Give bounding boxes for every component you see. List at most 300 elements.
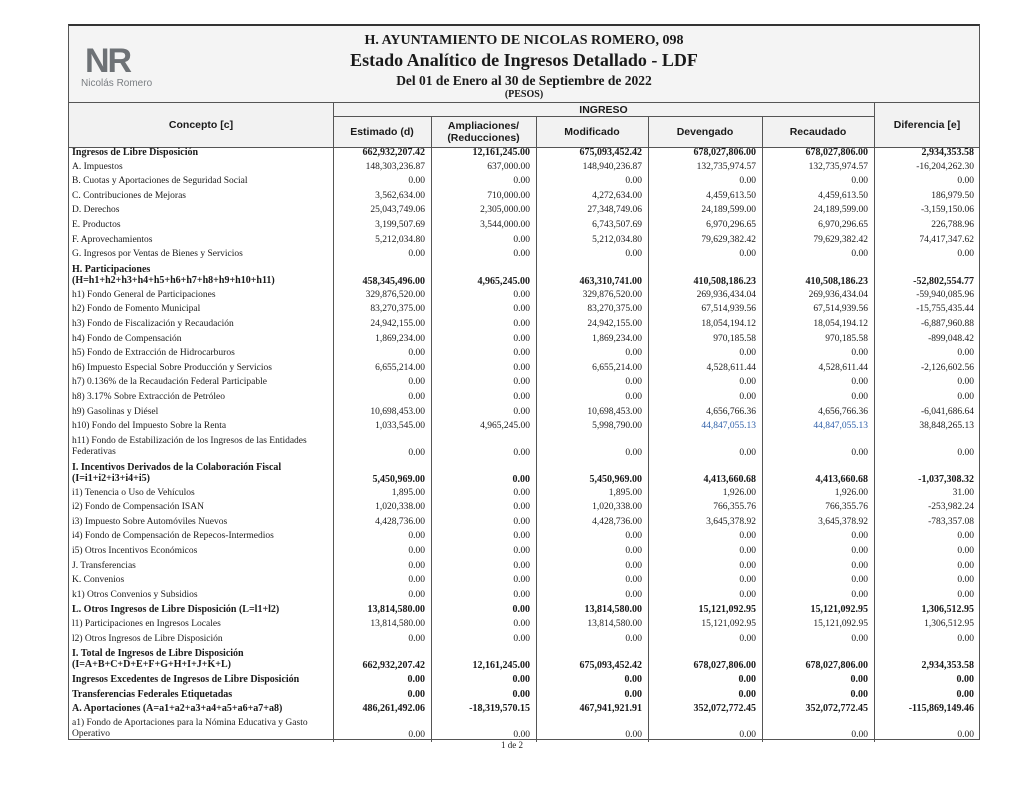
- cell-amp: -18,319,570.15: [469, 703, 530, 715]
- cell-est: 0.00: [408, 560, 425, 571]
- table-row: [69, 462, 979, 488]
- table-row: [69, 488, 979, 503]
- cell-mod: 24,942,155.00: [587, 318, 642, 329]
- cell-mod: 4,428,736.00: [592, 516, 642, 527]
- cell-mod: 467,941,921.91: [579, 703, 642, 715]
- cell-mod: 0.00: [624, 688, 642, 700]
- cell-rec: 0.00: [851, 391, 868, 402]
- row-concept: l1) Participaciones en Ingresos Locales: [72, 619, 221, 630]
- table-row: [69, 147, 979, 162]
- table-row: [69, 304, 979, 319]
- cell-mod: 6,743,507.69: [592, 219, 642, 230]
- cell-dev: 0.00: [739, 730, 756, 740]
- report-title: Estado Analítico de Ingresos Detallado - LDF: [350, 50, 698, 70]
- cell-dev: 0.00: [739, 447, 756, 458]
- cell-mod: 1,895.00: [608, 487, 642, 498]
- cell-amp: 0.00: [513, 730, 530, 740]
- cell-dev: 410,508,186.23: [693, 275, 756, 287]
- row-concept: h2) Fondo de Fomento Municipal: [72, 304, 201, 315]
- table-row: [69, 319, 979, 334]
- cell-amp: 0.00: [513, 362, 530, 373]
- cell-rec: 1,926.00: [834, 487, 868, 498]
- cell-est: 3,562,634.00: [375, 190, 425, 201]
- cell-est: 458,345,496.00: [362, 275, 425, 287]
- cell-est: 0.00: [407, 688, 425, 700]
- cell-amp: 0.00: [513, 249, 530, 260]
- cell-mod: 0.00: [625, 560, 642, 571]
- cell-dev: 24,189,599.00: [701, 205, 756, 216]
- row-concept: i2) Fondo de Compensación ISAN: [72, 502, 204, 513]
- cell-dev: 0.00: [739, 531, 756, 542]
- cell-dif: -783,357.08: [928, 516, 974, 527]
- cell-mod: 10,698,453.00: [587, 406, 642, 417]
- cell-est: 0.00: [408, 575, 425, 586]
- cell-dif: -2,126,602.56: [920, 362, 974, 373]
- cell-mod: 1,020,338.00: [592, 502, 642, 513]
- row-concept: h10) Fondo del Impuesto Sobre la Renta: [72, 421, 227, 432]
- table-row: [69, 517, 979, 532]
- cell-dif: 2,934,353.58: [921, 147, 974, 158]
- table-row: [69, 634, 979, 649]
- table-row: [69, 674, 979, 689]
- table-row: [69, 334, 979, 349]
- cell-mod: 0.00: [625, 447, 642, 458]
- row-concept: C. Contribuciones de Mejoras: [72, 190, 186, 201]
- cell-mod: 675,093,452.42: [579, 660, 642, 672]
- cell-amp: 637,000.00: [487, 161, 530, 172]
- cell-rec: 3,645,378.92: [818, 516, 868, 527]
- cell-rec: 4,413,660.68: [815, 473, 868, 485]
- cell-rec: 0.00: [851, 560, 868, 571]
- cell-amp: 0.00: [513, 348, 530, 359]
- row-concept: h5) Fondo de Extracción de Hidrocarburos: [72, 348, 235, 359]
- cell-rec: 15,121,092.95: [810, 604, 868, 616]
- cell-amp: 0.00: [513, 619, 530, 630]
- cell-amp: 710,000.00: [487, 190, 530, 201]
- cell-mod: 83,270,375.00: [587, 304, 642, 315]
- cell-dev: 0.00: [739, 575, 756, 586]
- row-concept: i1) Tenencia o Uso de Vehículos: [72, 487, 195, 498]
- cell-rec: 24,189,599.00: [813, 205, 868, 216]
- cell-dev: 44,847,055.13: [701, 421, 756, 432]
- col-diferencia: Diferencia [e]: [893, 119, 961, 131]
- cell-dev: 15,121,092.95: [701, 619, 756, 630]
- row-concept: Ingresos de Libre Disposición: [72, 147, 199, 158]
- cell-dev: 0.00: [739, 560, 756, 571]
- cell-mod: 27,348,749.06: [587, 205, 642, 216]
- cell-amp: 3,544,000.00: [480, 219, 530, 230]
- cell-mod: 0.00: [625, 589, 642, 600]
- cell-est: 0.00: [408, 348, 425, 359]
- cell-mod: 6,655,214.00: [592, 362, 642, 373]
- cell-rec: 0.00: [851, 575, 868, 586]
- cell-rec: 0.00: [851, 531, 868, 542]
- col-estimado: Estimado (d): [350, 126, 414, 138]
- cell-dif: 0.00: [957, 589, 974, 600]
- cell-est: 0.00: [408, 377, 425, 388]
- cell-dev: 678,027,806.00: [693, 660, 756, 672]
- row-concept: D. Derechos: [72, 205, 120, 216]
- cell-amp: 0.00: [513, 391, 530, 402]
- cell-amp: 0.00: [513, 546, 530, 557]
- cell-rec: 132,735,974.57: [808, 161, 868, 172]
- table-row: [69, 220, 979, 235]
- cell-amp: 0.00: [513, 633, 530, 644]
- cell-est: 4,428,736.00: [375, 516, 425, 527]
- cell-rec: 15,121,092.95: [813, 619, 868, 630]
- table-row: [69, 531, 979, 546]
- cell-dif: 0.00: [957, 560, 974, 571]
- cell-amp: 0.00: [513, 234, 530, 245]
- table-row: [69, 590, 979, 605]
- cell-dev: 678,027,806.00: [693, 147, 756, 158]
- cell-dif: 0.00: [957, 377, 974, 388]
- row-concept: h1) Fondo General de Participaciones: [72, 289, 216, 300]
- cell-dev: 0.00: [738, 674, 756, 686]
- entity-name: H. AYUNTAMIENTO DE NICOLAS ROMERO, 098: [364, 33, 684, 48]
- cell-est: 1,895.00: [391, 487, 425, 498]
- cell-dev: 0.00: [739, 589, 756, 600]
- cell-mod: 675,093,452.42: [579, 147, 642, 158]
- cell-dev: 79,629,382.42: [701, 234, 756, 245]
- cell-mod: 4,272,634.00: [592, 190, 642, 201]
- cell-mod: 0.00: [625, 391, 642, 402]
- cell-dev: 0.00: [739, 546, 756, 557]
- cell-dev: 0.00: [739, 391, 756, 402]
- col-recaudado: Recaudado: [789, 126, 847, 138]
- cell-dif: -3,159,150.06: [920, 205, 974, 216]
- table-row: [69, 546, 979, 561]
- table-row: [69, 249, 979, 264]
- cell-rec: 970,185.58: [825, 333, 868, 344]
- table-row: [69, 502, 979, 517]
- cell-amp: 0.00: [512, 674, 530, 686]
- cell-rec: 678,027,806.00: [805, 660, 868, 672]
- cell-amp: 0.00: [512, 473, 530, 485]
- cell-mod: 148,940,236.87: [582, 161, 642, 172]
- cell-dif: 0.00: [957, 575, 974, 586]
- row-concept: I. Total de Ingresos de Libre Disposición (I=A+B+C+D+E+F+G+H+I+J+K+L): [72, 648, 244, 671]
- cell-amp: 12,161,245.00: [472, 147, 530, 158]
- table-row: [69, 689, 979, 704]
- table-row: [69, 205, 979, 220]
- row-concept: Transferencias Federales Etiquetadas: [72, 688, 233, 700]
- cell-est: 148,303,236.87: [365, 161, 425, 172]
- cell-est: 83,270,375.00: [370, 304, 425, 315]
- cell-mod: 0.00: [625, 575, 642, 586]
- cell-dif: 0.00: [957, 391, 974, 402]
- cell-amp: 0.00: [513, 304, 530, 315]
- cell-dif: 0.00: [957, 447, 974, 458]
- cell-rec: 18,054,194.12: [813, 318, 868, 329]
- cell-rec: 0.00: [851, 176, 868, 187]
- cell-dif: -253,982.24: [928, 502, 974, 513]
- cell-dev: 970,185.58: [713, 333, 756, 344]
- cell-mod: 13,814,580.00: [587, 619, 642, 630]
- row-concept: G. Ingresos por Ventas de Bienes y Servicios: [72, 249, 243, 260]
- cell-dev: 67,514,939.56: [701, 304, 756, 315]
- cell-amp: 0.00: [513, 589, 530, 600]
- cell-mod: 0.00: [625, 348, 642, 359]
- cell-est: 25,043,749.06: [370, 205, 425, 216]
- cell-dev: 0.00: [739, 377, 756, 388]
- cell-rec: 269,936,434.04: [808, 289, 868, 300]
- cell-amp: 0.00: [513, 377, 530, 388]
- cell-est: 0.00: [407, 674, 425, 686]
- cell-rec: 79,629,382.42: [813, 234, 868, 245]
- row-concept: h8) 3.17% Sobre Extracción de Petróleo: [72, 391, 226, 402]
- cell-amp: 0.00: [513, 176, 530, 187]
- cell-amp: 0.00: [513, 318, 530, 329]
- cell-dif: 0.00: [957, 730, 974, 740]
- cell-dif: 0.00: [957, 348, 974, 359]
- cell-dif: -52,802,554.77: [913, 275, 974, 287]
- cell-amp: 4,965,245.00: [477, 275, 530, 287]
- row-concept: i4) Fondo de Compensación de Repecos-Intermedios: [72, 531, 274, 542]
- cell-amp: 0.00: [513, 502, 530, 513]
- col-ingreso: INGRESO: [333, 103, 874, 117]
- cell-dif: -6,887,960.88: [920, 318, 974, 329]
- cell-dif: -59,940,085.96: [916, 289, 974, 300]
- table-row: [69, 377, 979, 392]
- cell-dif: 0.00: [957, 249, 974, 260]
- row-concept: F. Aprovechamientos: [72, 234, 153, 245]
- cell-dif: 31.00: [952, 487, 974, 498]
- cell-est: 10,698,453.00: [370, 406, 425, 417]
- cell-amp: 0.00: [513, 289, 530, 300]
- table-row: [69, 191, 979, 206]
- cell-dif: 0.00: [957, 546, 974, 557]
- row-concept: A. Impuestos: [72, 161, 123, 172]
- cell-est: 329,876,520.00: [365, 289, 425, 300]
- table-row: [69, 363, 979, 378]
- row-concept: K. Convenios: [72, 575, 125, 586]
- cell-rec: 0.00: [851, 730, 868, 740]
- cell-est: 5,450,969.00: [372, 473, 425, 485]
- cell-amp: 0.00: [513, 516, 530, 527]
- cell-dif: 0.00: [956, 688, 974, 700]
- cell-dif: -899,048.42: [928, 333, 974, 344]
- cell-amp: 0.00: [513, 447, 530, 458]
- cell-est: 6,655,214.00: [375, 362, 425, 373]
- row-concept: l2) Otros Ingresos de Libre Disposición: [72, 633, 223, 644]
- table-row: [69, 604, 979, 619]
- cell-amp: 0.00: [513, 560, 530, 571]
- cell-est: 5,212,034.80: [375, 234, 425, 245]
- cell-est: 0.00: [408, 546, 425, 557]
- cell-mod: 0.00: [625, 633, 642, 644]
- cell-dif: -16,204,262.30: [916, 161, 974, 172]
- cell-mod: 0.00: [625, 730, 642, 740]
- cell-rec: 0.00: [851, 546, 868, 557]
- report-unit: (PESOS): [504, 89, 544, 100]
- cell-rec: 352,072,772.45: [805, 703, 868, 715]
- row-concept: a1) Fondo de Aportaciones para la Nómina Educativa y Gasto Operativo: [72, 718, 308, 739]
- table-row: [69, 162, 979, 177]
- row-concept: H. Participaciones (H=h1+h2+h3+h4+h5+h6+h7+h8+h9+h10+h11): [72, 263, 275, 286]
- cell-rec: 0.00: [851, 249, 868, 260]
- cell-dif: -115,869,149.46: [908, 703, 974, 715]
- logo-mark: NR: [85, 42, 131, 80]
- table-row: [69, 407, 979, 422]
- cell-est: 0.00: [408, 391, 425, 402]
- cell-rec: 0.00: [851, 589, 868, 600]
- cell-dev: 4,459,613.50: [706, 190, 756, 201]
- cell-dev: 0.00: [739, 176, 756, 187]
- col-concepto: Concepto [c]: [168, 119, 234, 131]
- col-devengado: Devengado: [676, 126, 734, 138]
- cell-mod: 0.00: [625, 176, 642, 187]
- cell-dif: 1,306,512.95: [924, 619, 974, 630]
- table-row: [69, 348, 979, 363]
- cell-dev: 352,072,772.45: [693, 703, 756, 715]
- cell-mod: 463,310,741.00: [579, 275, 642, 287]
- cell-rec: 6,970,296.65: [818, 219, 868, 230]
- cell-amp: 0.00: [513, 531, 530, 542]
- row-concept: h3) Fondo de Fiscalización y Recaudación: [72, 318, 234, 329]
- cell-dev: 4,413,660.68: [703, 473, 756, 485]
- report-page: [68, 24, 980, 740]
- cell-dif: -15,755,435.44: [916, 304, 974, 315]
- table-row: [69, 619, 979, 634]
- cell-dev: 0.00: [738, 688, 756, 700]
- cell-dif: 0.00: [956, 674, 974, 686]
- cell-est: 0.00: [408, 730, 425, 740]
- col-ampliaciones: Ampliaciones/ (Reducciones): [447, 120, 520, 144]
- cell-rec: 4,528,611.44: [818, 362, 868, 373]
- cell-dev: 132,735,974.57: [696, 161, 756, 172]
- row-concept: h9) Gasolinas y Diésel: [72, 406, 159, 417]
- row-concept: h7) 0.136% de la Recaudación Federal Participable: [72, 377, 267, 388]
- cell-dev: 4,528,611.44: [706, 362, 756, 373]
- table-row: [69, 575, 979, 590]
- cell-mod: 5,212,034.80: [592, 234, 642, 245]
- cell-amp: 0.00: [512, 688, 530, 700]
- cell-est: 0.00: [408, 589, 425, 600]
- cell-est: 3,199,507.69: [375, 219, 425, 230]
- cell-est: 1,033,545.00: [375, 421, 425, 432]
- cell-mod: 0.00: [625, 546, 642, 557]
- cell-amp: 4,965,245.00: [480, 421, 530, 432]
- cell-mod: 1,869,234.00: [592, 333, 642, 344]
- cell-rec: 410,508,186.23: [805, 275, 868, 287]
- cell-rec: 0.00: [850, 674, 868, 686]
- cell-rec: 4,656,766.36: [818, 406, 868, 417]
- cell-rec: 0.00: [851, 447, 868, 458]
- cell-dev: 0.00: [739, 633, 756, 644]
- cell-amp: 12,161,245.00: [472, 660, 530, 672]
- page-number: 1 de 2: [501, 740, 523, 750]
- cell-amp: 2,305,000.00: [480, 205, 530, 216]
- table-row: [69, 703, 979, 718]
- row-concept: L. Otros Ingresos de Libre Disposición (L=l1+l2): [72, 604, 280, 616]
- cell-est: 662,932,207.42: [362, 147, 425, 158]
- cell-est: 13,814,580.00: [370, 619, 425, 630]
- row-concept: B. Cuotas y Aportaciones de Seguridad Social: [72, 176, 248, 187]
- row-concept: A. Aportaciones (A=a1+a2+a3+a4+a5+a6+a7+a8): [72, 703, 283, 715]
- cell-dif: 2,934,353.58: [921, 660, 974, 672]
- cell-est: 1,869,234.00: [375, 333, 425, 344]
- cell-amp: 0.00: [513, 406, 530, 417]
- cell-est: 1,020,338.00: [375, 502, 425, 513]
- cell-amp: 0.00: [513, 487, 530, 498]
- cell-amp: 0.00: [513, 333, 530, 344]
- cell-dif: 0.00: [957, 633, 974, 644]
- cell-rec: 0.00: [851, 633, 868, 644]
- row-concept: i5) Otros Incentivos Económicos: [72, 546, 198, 557]
- cell-dev: 269,936,434.04: [696, 289, 756, 300]
- cell-dif: -1,037,308.32: [918, 473, 974, 485]
- table-row: [69, 176, 979, 191]
- cell-est: 0.00: [408, 531, 425, 542]
- table-header: [69, 102, 979, 148]
- cell-dif: 186,979.50: [931, 190, 974, 201]
- cell-mod: 5,998,790.00: [592, 421, 642, 432]
- logo-subtitle: Nicolás Romero: [81, 78, 153, 89]
- cell-dif: 0.00: [957, 531, 974, 542]
- cell-mod: 329,876,520.00: [582, 289, 642, 300]
- cell-est: 0.00: [408, 447, 425, 458]
- table-row: [69, 392, 979, 407]
- report-header: [69, 26, 979, 102]
- cell-rec: 678,027,806.00: [805, 147, 868, 158]
- row-concept: h4) Fondo de Compensación: [72, 333, 182, 344]
- cell-est: 0.00: [408, 249, 425, 260]
- cell-amp: 0.00: [512, 604, 530, 616]
- cell-est: 0.00: [408, 633, 425, 644]
- row-concept: h6) Impuesto Especial Sobre Producción y Servicios: [72, 362, 272, 373]
- cell-dev: 0.00: [739, 348, 756, 359]
- cell-est: 24,942,155.00: [370, 318, 425, 329]
- cell-dev: 0.00: [739, 249, 756, 260]
- cell-est: 13,814,580.00: [367, 604, 425, 616]
- cell-dev: 1,926.00: [722, 487, 756, 498]
- report-period: Del 01 de Enero al 30 de Septiembre de 2022: [396, 73, 652, 88]
- row-concept: i3) Impuesto Sobre Automóviles Nuevos: [72, 516, 228, 527]
- cell-dif: 0.00: [957, 176, 974, 187]
- cell-rec: 44,847,055.13: [813, 421, 868, 432]
- cell-dev: 18,054,194.12: [701, 318, 756, 329]
- cell-mod: 0.00: [625, 531, 642, 542]
- table-row: [69, 235, 979, 250]
- cell-mod: 0.00: [625, 377, 642, 388]
- table-row: [69, 648, 979, 674]
- cell-mod: 0.00: [624, 674, 642, 686]
- cell-dif: 38,848,265.13: [919, 421, 974, 432]
- table-row: [69, 421, 979, 436]
- cell-dev: 3,645,378.92: [706, 516, 756, 527]
- col-modificado: Modificado: [564, 126, 620, 138]
- row-concept: J. Transferencias: [72, 560, 136, 571]
- cell-rec: 766,355.76: [825, 502, 868, 513]
- cell-est: 0.00: [408, 176, 425, 187]
- row-concept: I. Incentivos Derivados de la Colaboración Fiscal (I=i1+i2+i3+i4+i5): [72, 461, 282, 484]
- income-table-body: [69, 147, 979, 744]
- cell-rec: 0.00: [851, 377, 868, 388]
- table-row: [69, 264, 979, 290]
- cell-dev: 15,121,092.95: [698, 604, 756, 616]
- cell-est: 486,261,492.06: [362, 703, 425, 715]
- cell-dif: 74,417,347.62: [919, 234, 974, 245]
- cell-rec: 0.00: [850, 688, 868, 700]
- cell-dev: 4,656,766.36: [706, 406, 756, 417]
- table-row: [69, 561, 979, 576]
- cell-mod: 13,814,580.00: [584, 604, 642, 616]
- table-row: [69, 436, 979, 462]
- cell-est: 662,932,207.42: [362, 660, 425, 672]
- row-concept: Ingresos Excedentes de Ingresos de Libre Disposición: [72, 674, 300, 686]
- cell-rec: 4,459,613.50: [818, 190, 868, 201]
